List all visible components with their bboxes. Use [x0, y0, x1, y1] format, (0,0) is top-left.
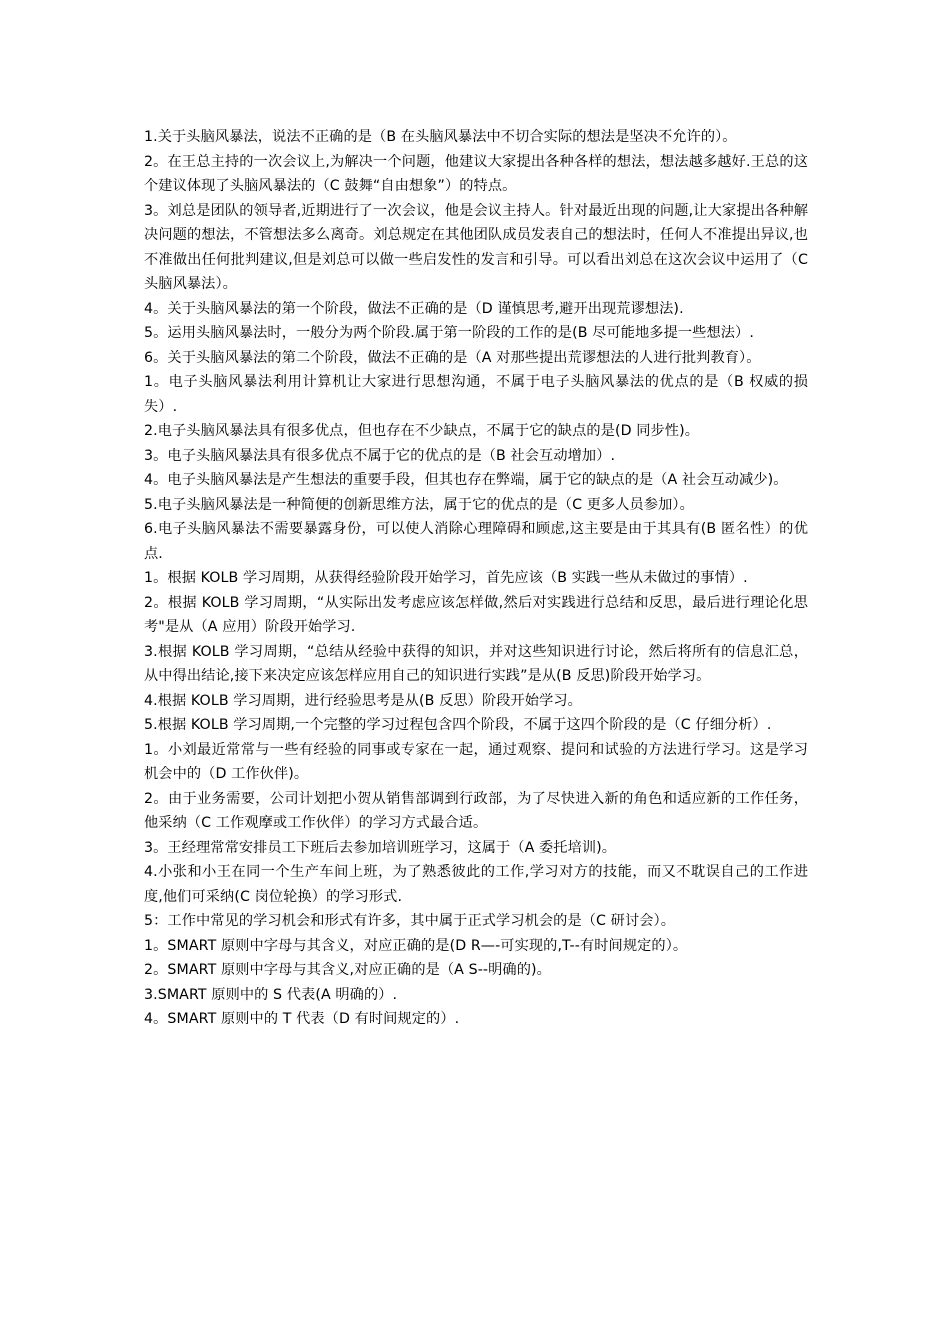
paragraph: 1。电子头脑风暴法利用计算机让大家进行思想沟通，不属于电子头脑风暴法的优点的是（B 权威的损失）. [144, 374, 808, 415]
paragraph: 1。小刘最近常常与一些有经验的同事或专家在一起，通过观察、提问和试验的方法进行学习。这是学习机会中的（D 工作伙伴)。 [144, 741, 808, 782]
paragraph: 2.电子头脑风暴法具有很多优点，但也存在不少缺点，不属于它的缺点的是(D 同步性)。 [144, 423, 699, 439]
paragraph: 3.根据 KOLB 学习周期，“总结从经验中获得的知识，并对这些知识进行讨论，然后将所有的信息汇总，从中得出结论,接下来决定应该怎样应用自己的知识进行实践”是从(B 反思)阶段开始学习。 [144, 643, 808, 684]
paragraph: 4.根据 KOLB 学习周期，进行经验思考是从(B 反思）阶段开始学习。 [144, 692, 582, 709]
paragraph: 6.电子头脑风暴法不需要暴露身份，可以使人消除心理障碍和顾虑,这主要是由于其具有(B 匿名性）的优点. [144, 521, 808, 562]
paragraph: 4.小张和小王在同一个生产车间上班，为了熟悉彼此的工作,学习对方的技能，而又不耽误自己的工作进度,他们可采纳(C 岗位轮换）的学习形式. [144, 864, 808, 905]
paragraph: 4。SMART 原则中的 T 代表（D 有时间规定的）. [144, 1011, 460, 1027]
paragraph: 2。SMART 原则中字母与其含义,对应正确的是（A S--明确的)。 [144, 962, 551, 978]
paragraph: 1.关于头脑风暴法，说法不正确的是（B 在头脑风暴法中不切合实际的想法是坚决不允许的）。 [144, 129, 737, 145]
document-body [144, 125, 808, 1032]
paragraph: 4。电子头脑风暴法是产生想法的重要手段，但其也存在弊端，属于它的缺点的是（A 社会互动减少)。 [144, 472, 788, 488]
paragraph: 5：工作中常见的学习机会和形式有许多，其中属于正式学习机会的是（C 研讨会）。 [144, 913, 675, 929]
paragraph: 4。关于头脑风暴法的第一个阶段，做法不正确的是（D 谨慎思考,避开出现荒谬想法). [144, 300, 684, 317]
paragraph: 3。刘总是团队的领导者,近期进行了一次会议，他是会议主持人。针对最近出现的问题,让大家提出各种解决问题的想法，不管想法多么离奇。刘总规定在其他团队成员发表自己的想法时，任何人不准提出异议,也不准做出任何批判建议,但是刘总可以做一些启发性的发言和引导。可以看出刘总在这次会议中运用了（C 头脑风暴法）。 [144, 202, 808, 292]
paragraph: 2。由于业务需要，公司计划把小贺从销售部调到行政部，为了尽快进入新的角色和适应新的工作任务，他采纳（C 工作观摩或工作伙伴）的学习方式最合适。 [144, 790, 808, 831]
paragraph: 5.电子头脑风暴法是一种简便的创新思维方法，属于它的优点的是（C 更多人员参加）。 [144, 496, 694, 513]
paragraph: 5。运用头脑风暴法时，一般分为两个阶段.属于第一阶段的工作的是(B 尽可能地多提一些想法）. [144, 325, 754, 341]
paragraph: 2。在王总主持的一次会议上,为解决一个问题，他建议大家提出各种各样的想法，想法越多越好.王总的这个建议体现了头脑风暴法的（C 鼓舞“自由想象”）的特点。 [144, 153, 808, 194]
paragraph: 5.根据 KOLB 学习周期,一个完整的学习过程包含四个阶段，不属于这四个阶段的是（C 仔细分析）. [144, 717, 772, 733]
paragraph: 2。根据 KOLB 学习周期，“从实际出发考虑应该怎样做,然后对实践进行总结和反思，最后进行理论化思考"是从（A 应用）阶段开始学习. [144, 594, 808, 635]
paragraph: 1。SMART 原则中字母与其含义，对应正确的是(D R—-可实现的,T--有时间规定的）。 [144, 937, 688, 954]
paragraph: 3。王经理常常安排员工下班后去参加培训班学习，这属于（A 委托培训)。 [144, 839, 617, 856]
paragraph: 3.SMART 原则中的 S 代表(A 明确的）. [144, 986, 398, 1003]
paragraph: 1。根据 KOLB 学习周期，从获得经验阶段开始学习，首先应该（B 实践一些从未做过的事情）. [144, 570, 748, 586]
paragraph: 3。电子头脑风暴法具有很多优点不属于它的优点的是（B 社会互动增加）. [144, 447, 616, 464]
paragraph: 6。关于头脑风暴法的第二个阶段，做法不正确的是（A 对那些提出荒谬想法的人进行批判教育）。 [144, 349, 761, 366]
